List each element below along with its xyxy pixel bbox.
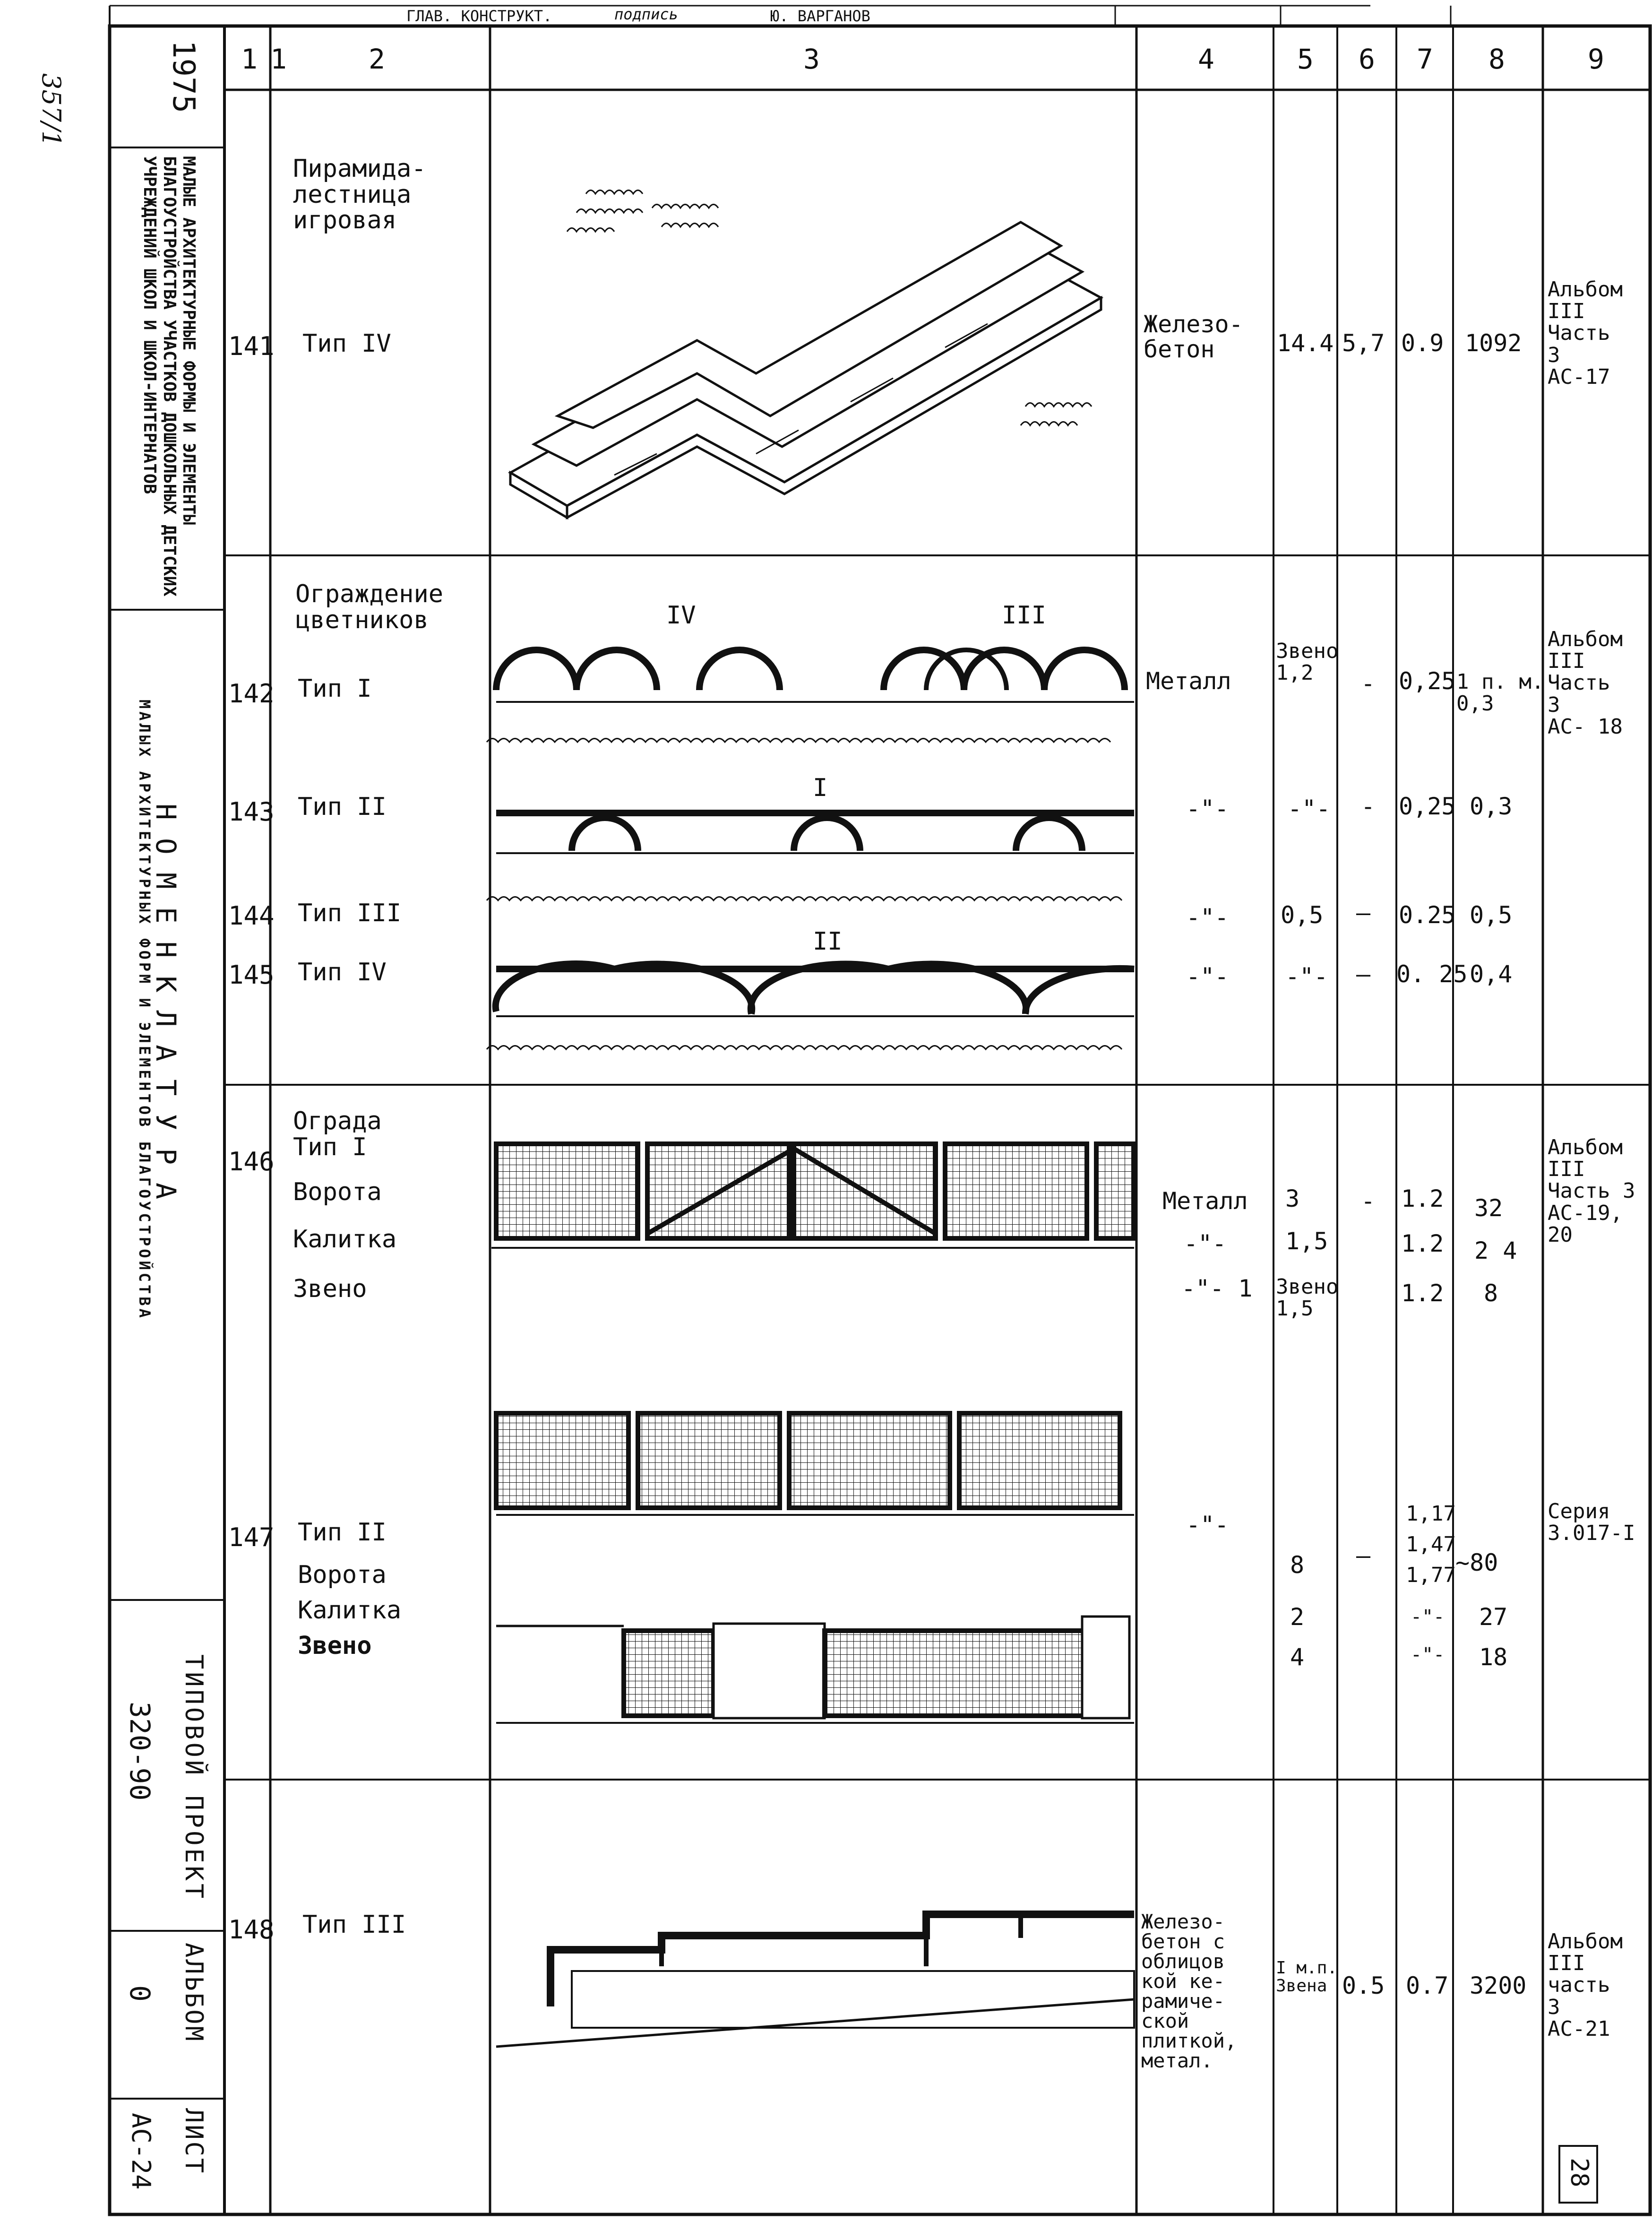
row-144-col6: — [1356, 899, 1371, 926]
col-header-7: 7 [1417, 43, 1433, 75]
row-146-material-3: -"- 1 [1181, 1275, 1253, 1302]
row-144-material: -"- [1186, 904, 1229, 931]
row-141-material: Железо- бетон [1144, 311, 1243, 363]
row-142-col7: 0,25 [1399, 667, 1456, 695]
row-146-material-2: -"- [1184, 1230, 1227, 1257]
row-141-col7: 0.9 [1401, 329, 1444, 357]
row-143-col5: -"- [1288, 795, 1331, 822]
wall-type3-drawing [496, 1914, 1134, 2047]
drawing-label-i: I [813, 774, 828, 802]
row-147-col5-2: 2 [1290, 1603, 1305, 1631]
row-148-number: 148 [228, 1915, 275, 1945]
col-header-9: 9 [1588, 43, 1604, 75]
row-146-col8-2: 2 4 [1474, 1237, 1517, 1264]
row-148-col6: 0.5 [1342, 1972, 1385, 1999]
col-header-5: 5 [1297, 43, 1314, 75]
album-label: АЛЬБОМ [180, 1943, 208, 2043]
project-label: ТИПОВОЙ ПРОЕКТ [180, 1654, 208, 1902]
row-145-col6: — [1356, 960, 1371, 988]
row-146-col5-2: 1,5 [1285, 1228, 1328, 1255]
row-146-col5-3: Звено 1,5 [1276, 1275, 1339, 1321]
row-147-col5-1: 8 [1290, 1551, 1305, 1579]
row-147-number: 147 [228, 1522, 275, 1552]
row-147-col6: — [1356, 1542, 1371, 1569]
top-strip-label: ГЛАВ. КОНСТРУКТ. [406, 7, 552, 25]
row-146-number: 146 [228, 1147, 275, 1176]
row-141-title: Пирамида- лестница игровая [293, 155, 426, 235]
row-147-col8-2: 27 [1479, 1603, 1508, 1631]
row-147-section: Звено [298, 1632, 372, 1660]
row-146-material-1: Металл [1162, 1187, 1248, 1215]
row-147-type: Тип II [298, 1518, 387, 1547]
row-147-ref: Серия 3.017-I [1548, 1499, 1635, 1546]
row-141-col5: 14.4 [1277, 329, 1334, 357]
fence-type2-drawing [496, 1413, 1134, 1723]
row-146-col8-1: 32 [1474, 1194, 1503, 1222]
row-145-material: -"- [1186, 963, 1229, 990]
row-144-col8: 0,5 [1470, 901, 1513, 929]
row-144-type: Тип III [298, 899, 402, 927]
row-142-col8: 1 п. м. 0,3 [1456, 670, 1544, 716]
row-148-ref: Альбом III часть 3 АС-21 [1548, 1929, 1623, 2041]
album-number: 0 [124, 1985, 156, 2002]
row-143-type: Тип II [298, 793, 387, 821]
row-141-type: Тип IV [302, 329, 391, 358]
row-147-wicket: Калитка [298, 1596, 402, 1625]
top-strip-name: Ю. ВАРГАНОВ [770, 7, 870, 25]
page-number: 28 [1565, 2158, 1593, 2187]
row-141-col8: 1092 [1465, 329, 1522, 357]
fence-type1-drawing [491, 1144, 1134, 1248]
row-147-col7-2: 1,47 [1406, 1532, 1456, 1556]
row-143-number: 143 [228, 797, 275, 827]
row-143-material: -"- [1186, 795, 1229, 822]
row-144-col7: 0.25 [1399, 901, 1456, 929]
col-header-1: 1 [241, 43, 258, 75]
row-141-col6: 5,7 [1342, 329, 1385, 357]
corner-note: 357/1 [36, 73, 66, 147]
row-147-col8-1: ~80 [1455, 1549, 1498, 1576]
col-header-2: 2 [369, 43, 385, 75]
top-strip-signature: подпись [614, 5, 678, 23]
row-146-col5-1: 3 [1285, 1185, 1300, 1212]
col-header-8: 8 [1489, 43, 1505, 75]
row-146-col6: - [1361, 1187, 1376, 1215]
row-147-col8-3: 18 [1479, 1643, 1508, 1671]
row-147-col5-3: 4 [1290, 1643, 1305, 1671]
row-147-col7-1: 1,17 [1406, 1502, 1456, 1526]
row-146-title: Ограда Тип I [293, 1107, 382, 1161]
col-header-6: 6 [1359, 43, 1375, 75]
row-147-material: -"- [1186, 1511, 1229, 1539]
row-143-col6: - [1361, 793, 1376, 820]
row-142-number: 142 [228, 679, 275, 709]
row-142-title: Ограждение цветников [295, 580, 444, 634]
row-146-ref: Альбом III Часть 3 АС-19, 20 [1548, 1135, 1635, 1247]
row-148-col8: 3200 [1470, 1972, 1527, 1999]
row-145-number: 145 [228, 960, 275, 990]
drawing-label-iii: III [1002, 601, 1046, 630]
row-142-col6: - [1361, 670, 1376, 697]
flowerbed-fence-drawings [487, 650, 1134, 1049]
row-142-col5: Звено 1,2 [1276, 639, 1339, 685]
row-144-number: 144 [228, 901, 275, 931]
row-146-section: Звено [293, 1275, 367, 1303]
row-148-type: Тип III [302, 1911, 406, 1939]
row-147-gate: Ворота [298, 1561, 387, 1589]
row-144-col5: 0,5 [1281, 901, 1324, 929]
row-143-col7: 0,25 [1399, 793, 1456, 820]
sheet-number: АС-24 [126, 2113, 156, 2190]
row-142-material: Металл [1146, 667, 1231, 695]
album-title: МАЛЫЕ АРХИТЕКТУРНЫЕ ФОРМЫ И ЭЛЕМЕНТЫ БЛАГОУСТРОЙСТВА УЧАСТКОВ ДОШКОЛЬНЫХ ДЕТСКИХ УЧРЕЖДЕНИЙ ШКОЛ И ШКОЛ-ИНТЕРНАТОВ [140, 156, 198, 597]
row-146-col8-3: 8 [1484, 1280, 1498, 1307]
year: 1975 [166, 40, 201, 113]
row-147-col7-3: 1,77 [1406, 1563, 1456, 1587]
col-header-3: 3 [803, 43, 820, 75]
row-146-wicket: Калитка [293, 1225, 397, 1254]
row-145-col5: -"- [1285, 963, 1328, 990]
project-number: 320-90 [124, 1702, 156, 1801]
col-header-4: 4 [1198, 43, 1214, 75]
drawing-label-iv: IV [666, 601, 696, 630]
row-148-material: Железо- бетон с облицов кой ке- рамиче- ской плиткой, метал. [1141, 1910, 1237, 2072]
row-142-type: Тип I [298, 674, 372, 703]
sheet-label: ЛИСТ [180, 2108, 208, 2175]
nomenclature-subtitle: МАЛЫХ АРХИТЕКТУРНЫХ ФОРМ И ЭЛЕМЕНТОВ БЛАГОУСТРОЙСТВА [136, 700, 154, 1321]
row-145-col7: 0. 25 [1396, 960, 1468, 988]
row-141-number: 141 [228, 331, 275, 361]
drawing-label-ii: II [813, 927, 843, 956]
row-145-type: Тип IV [298, 958, 387, 986]
nomenclature-title: НОМЕНКЛАТУРА [150, 804, 182, 1218]
row-143-col8: 0,3 [1470, 793, 1513, 820]
row-148-col7: 0.7 [1406, 1972, 1449, 1999]
row-142-ref: Альбом III Часть 3 АС- 18 [1548, 627, 1623, 739]
row-141-ref: Альбом III Часть 3 АС-17 [1548, 277, 1623, 389]
row-146-gate: Ворота [293, 1178, 382, 1206]
row-147-col7-4: -"- [1411, 1606, 1445, 1628]
pyramid-staircase-drawing [510, 222, 1101, 518]
row-145-col8: 0,4 [1470, 960, 1513, 988]
row-146-col7-1: 1.2 [1401, 1185, 1444, 1212]
row-147-col7-5: -"- [1411, 1644, 1445, 1666]
row-146-col7-2: 1.2 [1401, 1230, 1444, 1257]
row-146-col7-3: 1.2 [1401, 1280, 1444, 1307]
row-148-col5: I м.п. Звена [1276, 1958, 1338, 1996]
